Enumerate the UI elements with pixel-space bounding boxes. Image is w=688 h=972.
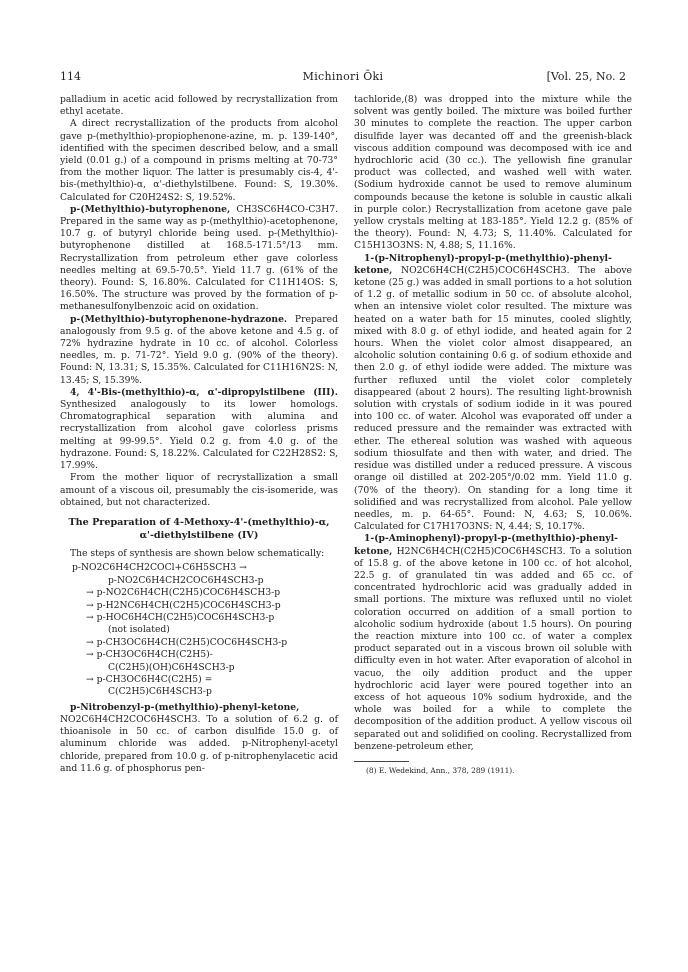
volume-info: [Vol. 25, No. 2 xyxy=(546,70,626,83)
right-column xyxy=(354,94,632,776)
scheme-line: C(C2H5)(OH)C6H4SCH3-p xyxy=(108,661,235,673)
paragraph xyxy=(60,204,338,314)
paragraph xyxy=(354,533,632,753)
compound-heading: 1-(p-Aminophenyl)-propyl-p-(methylthio)-phenyl-ketone, xyxy=(354,533,618,557)
left-column xyxy=(60,94,338,775)
scheme-line: → p-CH3OC6H4CH(C2H5)- xyxy=(86,649,213,661)
scheme-line: → p-CH3OC6H4C(C2H5) = xyxy=(86,673,213,685)
compound-heading: p-Nitrobenzyl-p-(methylthio)-phenyl-ketone, xyxy=(70,701,300,713)
scheme-line: p-NO2C6H4CH2COC6H4SCH3-p xyxy=(108,574,264,586)
scheme-line: C(C2H5)C6H4SCH3-p xyxy=(108,686,212,698)
page-number: 114 xyxy=(60,70,81,83)
paragraph-body: H2NC6H4CH(C2H5)COC6H4SCH3. To a solution of 15.8 g. of the above ketone in 100 cc. of hot alcohol, 22.5 g. of granulated tin was added and 65 cc. of concentrated hydrochloric acid was gradually added in small portions. The mixture was refluxed until no violet coloration occurred on addition of a small portion to alcoholic sodium hydroxide (about 1.5 hours). On pouring the reaction mixture into 100 cc. of water a complex product separated out in a viscous brown oil soluble with difficulty even in hot water. After evaporation of alcohol in vacuo, the oily addition product and the upper hydrochloric acid layer were poured together into an excess of hot aqueous 10% sodium hydroxide, and the whole was boiled for a while to complete the decomposition of the addition product. A yellow viscous oil separated out and solidified on cooling. Recrystallized from benzene-petroleum ether, xyxy=(354,545,632,752)
page-header xyxy=(60,70,626,86)
paragraph-body: CH3SC6H4CO-C3H7. Prepared in the same way as p-(methylthio)-acetophenone, 10.7 g. of butyryl chloride being used. p-(Methylthio)-butyrophenone distilled at 168.5-171.5°/13 mm. Recrystallization from petroleum ether gave colorless needles melting at 69.5-70.5°. Yield 11.7 g. (61% of the theory). Found: S, 16.80%. Calculated for C11H14OS: S, 16.50%. The structure was proved by the formation of p-methanesulfonylbenzoic acid on oxidation. xyxy=(60,203,338,313)
paragraph: palladium in acetic acid followed by recrystallization from ethyl acetate. xyxy=(60,94,338,118)
scheme-line: → p-HOC6H4CH(C2H5)COC6H4SCH3-p xyxy=(86,611,275,623)
footnote-rule xyxy=(354,761,409,762)
compound-heading: 4, 4'-Bis-(methylthio)-α, α'-dipropylstilbene (III). xyxy=(70,386,338,398)
scheme-line: → p-H2NC6H4CH(C2H5)COC6H4SCH3-p xyxy=(86,599,281,611)
paragraph: The steps of synthesis are shown below schematically: xyxy=(70,548,325,560)
paragraph xyxy=(60,702,338,775)
compound-heading: 1-(p-Nitrophenyl)-propyl-p-(methylthio)-phenyl-ketone, xyxy=(354,252,612,276)
paragraph xyxy=(354,253,632,534)
scheme-line: → p-CH3OC6H4CH(C2H5)COC6H4SCH3-p xyxy=(86,636,288,648)
paragraph: tachloride,(8) was dropped into the mixture while the solvent was gently boiled. The mixture was boiled further 30 minutes to complete the reaction. The upper carbon disulfide layer was decanted off and the greenish-black viscous addition compound was decomposed with ice and hydrochloric acid (30 cc.). The yellowish fine granular product was collected, and washed well with water. (Sodium hydroxide cannot be used to remove aluminum compounds because the ketone is soluble in caustic alkali in purple color.) Recrystallization from acetone gave pale yellow crystals melting at 183-185°. Yield 12.2 g. (85% of the theory). Found: N, 4.73; S, 11.40%. Calculated for C15H13O3NS: N, 4.88; S, 11.16%. xyxy=(354,94,632,252)
paragraph: From the mother liquor of recrystallization a small amount of a viscous oil, presumably the cis-isomeride, was obtained, but not characterized. xyxy=(60,472,338,508)
paragraph xyxy=(60,314,338,387)
paragraph-body: NO2C6H4CH2COC6H4SCH3. To a solution of 6.2 g. of thioanisole in 50 cc. of carbon disulfide 15.0 g. of aluminum chloride was added. p-Nitrophenyl-acetyl chloride, prepared from 10.0 g. of p-nitrophenylacetic acid and 11.6 g. of phosphorus pen- xyxy=(60,713,338,774)
scheme-line: → p-NO2C6H4CH(C2H5)COC6H4SCH3-p xyxy=(86,587,281,599)
compound-heading: p-(Methylthio)-butyrophenone, xyxy=(70,203,231,215)
compound-heading: p-(Methylthio)-butyrophenone-hydrazone. xyxy=(70,313,288,325)
footnote: (8) E. Wedekind, Ann., 378, 289 (1911). xyxy=(366,765,515,775)
scheme-line: (not isolated) xyxy=(108,624,170,636)
paragraph-body: Prepared analogously from 9.5 g. of the above ketone and 4.5 g. of 72% hydrazine hydrate in 10 cc. of alcohol. Colorless needles, m. p. 71-72°. Yield 9.0 g. (90% of the theory). Found: N, 13.31; S, 15.35%. Calculated for C11H16N2S: N, 13.45; S, 15.39%. xyxy=(60,313,338,386)
scheme-line: p-NO2C6H4CH2COCl+C6H5SCH3 → xyxy=(72,562,247,574)
paragraph xyxy=(60,387,338,472)
section-title: The Preparation of 4-Methoxy-4'-(methylthio)-α, α'-diethylstilbene (IV) xyxy=(68,516,330,541)
running-author: Michinori Ōki xyxy=(302,70,384,83)
paragraph: A direct recrystallization of the products from alcohol gave p-(methylthio)-propiophenone-azine, m. p. 139-140°, identified with the specimen described below, and a small yield (0.01 g.) of a compound in prisms melting at 70-73° from the mother liquor. The latter is presumably cis-4, 4'-bis-(methylthio)-α, α'-diethylstilbene. Found: S, 19.30%. Calculated for C20H24S2: S, 19.52%. xyxy=(60,118,338,203)
synthesis-scheme xyxy=(60,562,338,698)
paragraph-body: Synthesized analogously to its lower homologs. Chromatographical separation with alumina and recrystallization from alcohol gave colorless prisms melting at 99-99.5°. Yield 0.2 g. from 4.0 g. of the hydrazone. Found: S, 18.22%. Calculated for C22H28S2: S, 17.99%. xyxy=(60,399,338,472)
paragraph-body: NO2C6H4CH(C2H5)COC6H4SCH3. The above ketone (25 g.) was added in small portions to a hot solution of 1.2 g. of metallic sodium in 50 cc. of absolute alcohol, when an intensive violet color resulted. The mixture was heated on a water bath for 15 minutes, cooled slightly, mixed with 8.0 g. of ethyl iodide, and heated again for 2 hours. When the violet color almost disappeared, an alcoholic solution containing 0.6 g. of sodium ethoxide and then 2.0 g. of ethyl iodide were added. The mixture was further refluxed until the violet color completely disappeared (about 2 hours). The resulting light-brownish solution with crystals of sodium iodide in it was poured into 100 cc. of water. Alcohol was evaporated off under a reduced pressure and the remainder was extracted with ether. The ethereal solution was washed with aqueous sodium thiosulfate and then with water, and dried. The residue was distilled under a reduced pressure. A viscous orange oil distilled at 202-205°/0.02 mm. Yield 11.0 g. (70% of the theory). On standing for a long time it solidified and was recrystallized from alcohol. Pale yellow needles, m. p. 64-65°. Found: N, 4.63; S, 10.06%. Calculated for C17H17O3NS: N, 4.44; S, 10.17%. xyxy=(354,264,632,533)
